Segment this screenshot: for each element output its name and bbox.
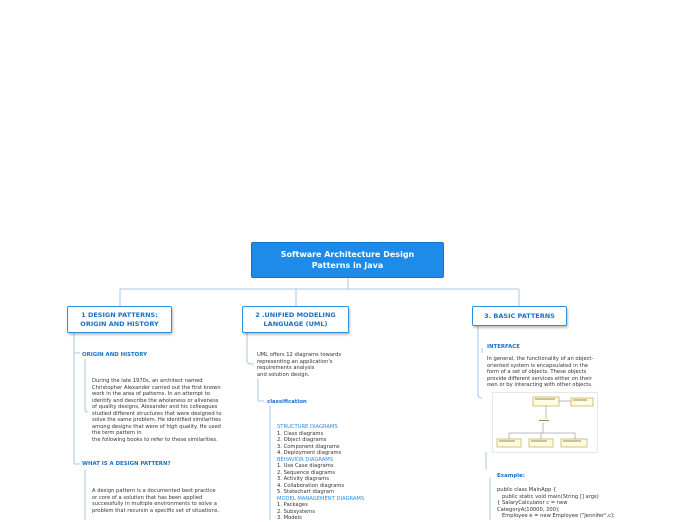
- list-item: 5. Statechart diagram: [277, 489, 335, 495]
- list-item: 3. Models: [277, 515, 302, 521]
- list-item: 2. Sequence diagrams: [277, 469, 336, 476]
- list-item: 1. Packages: [277, 502, 308, 508]
- root-title: Software Architecture Design Patterns in Java: [280, 250, 415, 270]
- branch-uml[interactable]: [242, 306, 349, 333]
- uml-intro-text: UML offers 12 diagrams towards representing an application's requirements analysis and solution design.: [257, 352, 342, 378]
- classification-list: [277, 424, 417, 522]
- branch-title: 1 DESIGN PATTERNS: ORIGIN AND HISTORY: [80, 311, 159, 328]
- list-item: 3. Activity diagrams: [277, 476, 329, 482]
- topic-interface[interactable]: INTERFACE: [487, 344, 520, 350]
- example-code: public class MainApp { public static void main(String [] args) { SalaryCalculator c = new CategoryA(10000, 200); Employee e = new Employee ("Jennifer",c);: [497, 487, 615, 519]
- uml-class-diagram-thumbnail-icon[interactable]: [492, 392, 598, 453]
- list-item: 4. Collaboration diagrams: [277, 482, 345, 489]
- list-item: 3. Component diagrams: [277, 443, 340, 450]
- interface-text: In general, the functionality of an object- oriented system is encapsulated in the form of a set of objects. These objects provide different services either on their own or by interacting with other objects.: [487, 356, 594, 388]
- group-heading: STRUCTURE DIAGRAMS: [277, 424, 338, 430]
- list-item: 4. Deployment diagrams: [277, 450, 342, 456]
- branch-title: 2 .UNIFIED MODELING LANGUAGE (UML): [255, 311, 336, 328]
- design-pattern-text: A design pattern is a documented best practice or core of a solution that has been applied successfully in multiple environments to solve a problem that recursin a specific set of situations.: [92, 488, 220, 514]
- topic-origin-history[interactable]: ORIGIN AND HISTORY: [82, 352, 148, 358]
- group-heading: MODEL MANAGEMENT DIAGRAMS: [277, 495, 365, 502]
- group-heading: BEHAVIOR DIAGRAMS: [277, 456, 334, 463]
- list-item: 1. Use Case diagrams: [277, 463, 334, 469]
- list-item: 2. Object diagrams: [277, 437, 327, 443]
- branch-design-patterns[interactable]: [67, 306, 172, 333]
- topic-example[interactable]: Example:: [497, 473, 525, 479]
- origin-history-text: During the late 1970s, an architect named Christopher Alexander carried out the first known work in the area of patterns. In an attempt to identify and describe the wholeness or aliveness of quality designs, Alexander and his colleagues studied different structures that were designed to solve the same problem. He identified similarities among designs that were of high quality. He used the term pattern in the following books to refer to these similarities.: [92, 378, 222, 443]
- list-item: 2. Subsystems: [277, 508, 315, 515]
- topic-what-is-design-pattern[interactable]: WHAT IS A DESIGN PATTERN?: [82, 461, 171, 467]
- topic-classification[interactable]: classification: [267, 399, 307, 405]
- branch-title: 3. BASIC PATTERNS: [484, 311, 555, 320]
- root-node[interactable]: [251, 242, 444, 278]
- branch-basic-patterns[interactable]: [472, 306, 567, 326]
- list-item: 1. Class diagrams: [277, 430, 324, 437]
